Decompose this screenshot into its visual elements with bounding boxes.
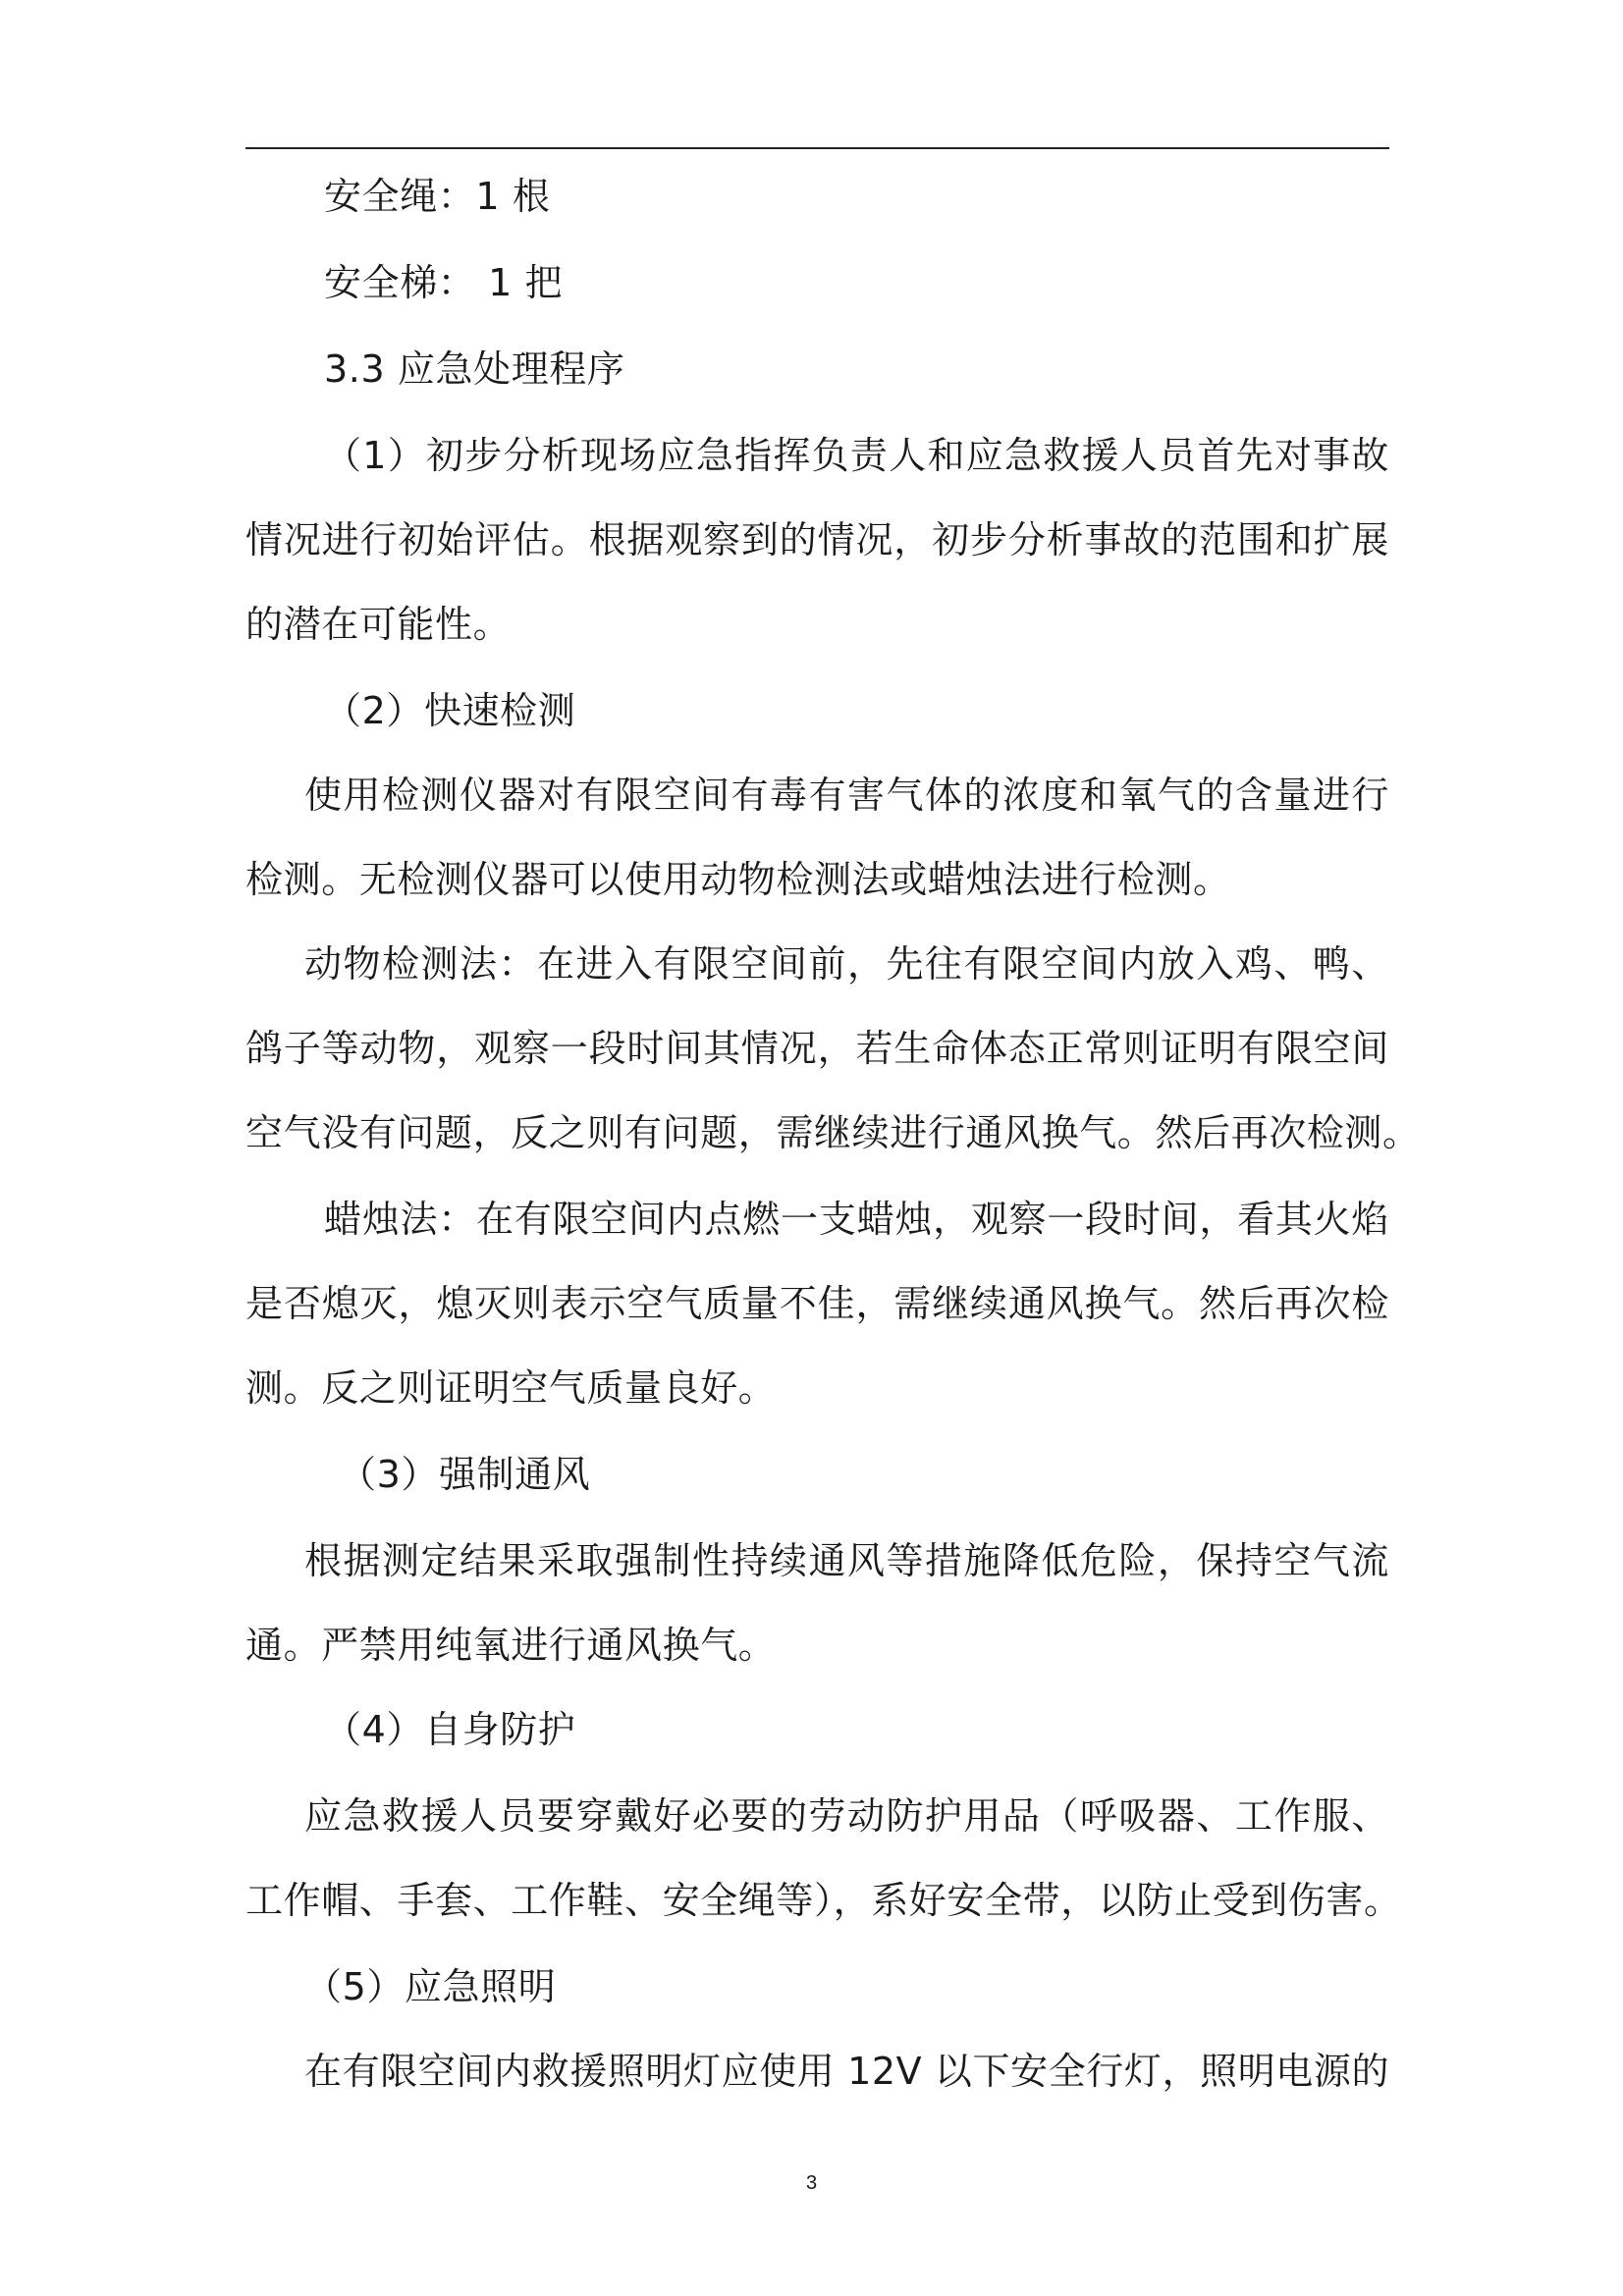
subheading-rapid-detection: （2）快速检测: [324, 689, 576, 732]
text-line-13: 蜡烛法：在有限空间内点燃一支蜡烛，观察一段时间，看其火焰: [324, 1198, 1389, 1241]
text-line-23: 在有限空间内救援照明灯应使用 12V 以下安全行灯，照明电源的: [304, 2050, 1390, 2093]
section-heading: 3.3 应急处理程序: [324, 347, 625, 391]
text-line-21: 工作帽、手套、工作鞋、安全绳等），系好安全带，以防止受到伤害。: [245, 1879, 1402, 1922]
subheading-self-protection: （4）自身防护: [324, 1708, 576, 1751]
text-line-11: 鸽子等动物，观察一段时间其情况，若生命体态正常则证明有限空间: [245, 1027, 1389, 1070]
header-rule: [245, 147, 1389, 149]
text-line-6: 的潜在可能性。: [245, 603, 512, 646]
text-line-15: 测。反之则证明空气质量良好。: [245, 1366, 777, 1410]
text-line-1: 安全绳：1 根: [324, 175, 551, 218]
text-line-10: 动物检测法：在进入有限空间前，先往有限空间内放入鸡、鸭、: [304, 942, 1389, 986]
text-line-14: 是否熄灭，熄灭则表示空气质量不佳，需继续通风换气。然后再次检: [245, 1282, 1389, 1325]
subheading-emergency-lighting: （5）应急照明: [304, 1965, 557, 2008]
text-line-17: 根据测定结果采取强制性持续通风等措施降低危险，保持空气流: [304, 1539, 1389, 1582]
text-line-8: 使用检测仪器对有限空间有毒有害气体的浓度和氧气的含量进行: [304, 774, 1389, 817]
page-number: 3: [805, 2172, 818, 2194]
text-line-9: 检测。无检测仪器可以使用动物检测法或蜡烛法进行检测。: [245, 858, 1231, 901]
text-line-4: （1）初步分析现场应急指挥负责人和应急救援人员首先对事故: [324, 434, 1389, 477]
text-line-20: 应急救援人员要穿戴好必要的劳动防护用品（呼吸器、工作服、: [304, 1794, 1389, 1838]
text-line-2: 安全梯： 1 把: [324, 261, 564, 304]
text-line-5: 情况进行初始评估。根据观察到的情况，初步分析事故的范围和扩展: [245, 518, 1389, 561]
text-line-12: 空气没有问题，反之则有问题，需继续进行通风换气。然后再次检测。: [245, 1111, 1421, 1154]
subheading-forced-ventilation: （3）强制通风: [339, 1453, 591, 1496]
text-line-18: 通。严禁用纯氧进行通风换气。: [245, 1624, 777, 1667]
